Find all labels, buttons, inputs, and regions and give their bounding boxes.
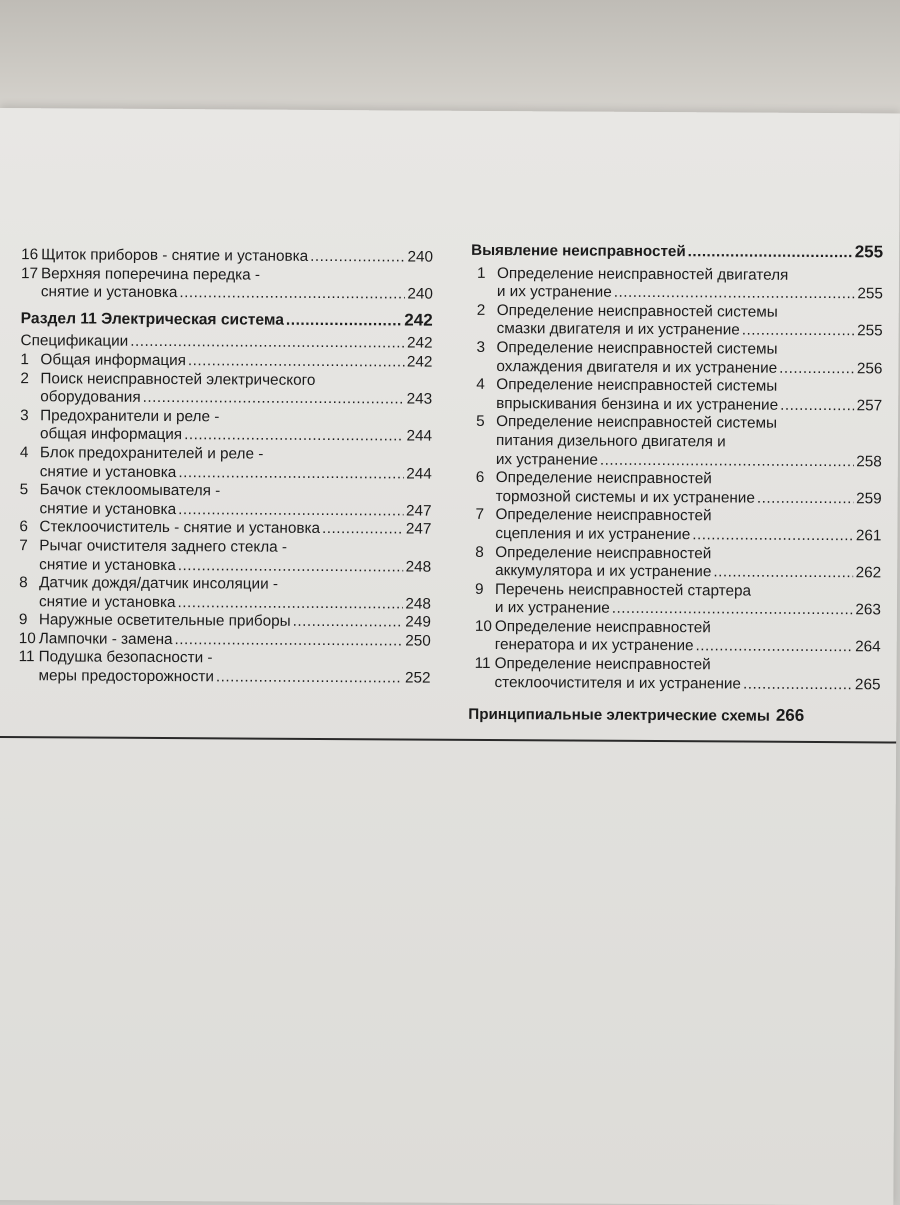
- toc-entry-page: 240: [407, 285, 433, 303]
- toc-entry-page: 252: [404, 669, 431, 687]
- toc-entry-continuation: [471, 320, 883, 341]
- section-heading: [471, 241, 883, 263]
- toc-entry-page: 263: [855, 601, 882, 619]
- leader-dots: [742, 322, 855, 341]
- toc-entry-text: общая информация: [39, 425, 183, 444]
- leader-dots: [286, 312, 403, 331]
- toc-entry-number: 11: [474, 654, 491, 673]
- section-page: 242: [404, 310, 433, 330]
- toc-entry-continuation: [21, 283, 433, 304]
- toc-entry-page: 244: [406, 427, 433, 445]
- toc-entry-continuation: [470, 395, 882, 416]
- toc-entry-number: 11: [18, 648, 35, 666]
- toc-entry-page: 258: [856, 452, 882, 470]
- toc-entry-page: 262: [855, 564, 882, 582]
- toc-entry-number: 2: [476, 301, 486, 319]
- toc-section-items: [468, 264, 883, 694]
- toc-entry: [469, 543, 881, 564]
- toc-entry: [20, 407, 432, 428]
- toc-entry-text: Определение неисправностей системы: [496, 413, 778, 433]
- toc-entry-spec: [21, 333, 433, 354]
- toc-entry-number: 9: [475, 580, 484, 598]
- toc-entry: [21, 265, 433, 286]
- leader-dots: [692, 526, 854, 546]
- toc-entry-text: и их устранение: [496, 283, 612, 301]
- toc-entry-page: 249: [405, 613, 431, 631]
- toc-entry: [470, 413, 882, 434]
- toc-entry-text: Подушка безопасности -: [38, 648, 213, 667]
- toc-entry-text: снятие и установка: [38, 592, 176, 611]
- toc-entry-text: сцепления и их устранение: [495, 524, 691, 544]
- leader-dots: [600, 451, 855, 471]
- toc-entry: [20, 351, 432, 372]
- toc-entry-continuation: [20, 388, 432, 409]
- toc-entry-number: 16: [21, 246, 39, 264]
- leader-dots: [175, 631, 404, 651]
- toc-entry-page: 248: [405, 595, 432, 613]
- toc-entry-text: Общая информация: [40, 351, 187, 370]
- toc-entry-page: 247: [405, 520, 432, 538]
- toc-entry: [21, 246, 433, 267]
- toc-entry-text: Рычаг очистителя заднего стекла -: [39, 537, 288, 556]
- toc-entry-number: 8: [475, 543, 484, 561]
- toc-entry-text: Определение неисправностей: [495, 506, 712, 525]
- toc-entry-text: Определение неисправностей системы: [496, 376, 778, 395]
- toc-entry-continuation: [18, 667, 430, 688]
- toc-entry-text: Определение неисправностей: [495, 543, 712, 562]
- leader-dots: [216, 668, 403, 688]
- leader-dots: [713, 563, 853, 582]
- toc-entry-page: 255: [857, 322, 883, 340]
- toc-entry-text: Поиск неисправностей электрического: [40, 369, 316, 389]
- section-page: 255: [854, 242, 884, 262]
- toc-entry-text: Лампочки - замена: [38, 630, 173, 648]
- toc-entry-continuation: [468, 674, 880, 695]
- section-title: Выявление неисправностей: [471, 241, 686, 261]
- toc-entry-number: 8: [19, 574, 28, 592]
- toc-entry-number: 10: [474, 617, 492, 635]
- toc-entry: [19, 611, 431, 632]
- leader-dots: [780, 397, 855, 416]
- toc-entry-number: 4: [19, 444, 29, 462]
- toc-entry-number: 1: [476, 264, 486, 282]
- leader-dots: [743, 675, 853, 694]
- toc-entry-page: 264: [855, 638, 881, 656]
- toc-entry-continuation: [470, 432, 882, 453]
- toc-entry-text: Определение неисправностей системы: [496, 339, 778, 358]
- book-page: [0, 108, 900, 1205]
- toc-entry-number: 10: [18, 629, 36, 648]
- toc-entry-number: 2: [20, 369, 29, 387]
- toc-entry-continuation: [469, 636, 881, 657]
- toc-entry-text: и их устранение: [494, 599, 610, 618]
- leader-dots: [293, 613, 404, 632]
- toc-entry-text: Предохранители и реле -: [40, 407, 220, 426]
- toc-entry-text: аккумулятора и их устранение: [495, 562, 712, 581]
- toc-entry-continuation: [469, 562, 881, 583]
- toc-entry-continuation: [471, 283, 883, 304]
- leader-dots: [178, 557, 404, 577]
- toc-entry-text: Спецификации: [20, 332, 129, 351]
- toc-entry-number: 3: [476, 338, 486, 356]
- toc-entry-text: тормозной системы и их устранение: [495, 487, 755, 507]
- toc-entry-page: 261: [855, 527, 882, 545]
- toc-entry-text: Определение неисправностей: [494, 617, 711, 637]
- toc-entry: [19, 574, 431, 595]
- toc-entry-text: Определение неисправностей: [495, 469, 712, 488]
- background-surface: [0, 0, 900, 115]
- section-title: Раздел 11 Электрическая система: [20, 309, 284, 329]
- toc-entry: [20, 444, 432, 465]
- toc-section-items: [18, 351, 432, 688]
- toc-right-column: [468, 241, 883, 727]
- leader-dots: [188, 352, 405, 372]
- toc-entry-number: 4: [476, 376, 485, 394]
- toc-entry-text: Датчик дождя/датчик инсоляции -: [39, 574, 279, 593]
- leader-dots: [696, 638, 854, 658]
- final-page: 266: [775, 706, 805, 726]
- toc-entry-text: смазки двигателя и их устранение: [496, 320, 740, 339]
- toc-entry-page: 259: [856, 489, 882, 508]
- toc-entry: [469, 581, 881, 602]
- toc-entry-number: 17: [20, 264, 39, 282]
- leader-dots: [130, 333, 405, 353]
- toc-entry: [471, 264, 883, 285]
- leader-dots: [143, 389, 405, 409]
- section-heading: [21, 309, 433, 331]
- toc-entry-continuation: [20, 425, 432, 446]
- toc-entry-page: 242: [406, 353, 433, 371]
- toc-entry-text: Определение неисправностей системы: [496, 301, 778, 321]
- toc-entry-page: 250: [405, 632, 431, 650]
- toc-entry-text: Щиток приборов - снятие и установка: [41, 246, 309, 265]
- toc-entry-text: Стеклоочиститель - снятие и установка: [39, 518, 321, 538]
- toc-entry-text: снятие и установка: [40, 283, 178, 302]
- toc-continued-items: [21, 246, 433, 304]
- toc-entry-continuation: [20, 463, 432, 484]
- leader-dots: [178, 594, 404, 614]
- toc-entry-page: 242: [406, 334, 433, 353]
- toc-entry-continuation: [19, 556, 431, 577]
- leader-dots: [178, 501, 404, 521]
- toc-entry-continuation: [19, 593, 431, 614]
- toc-entry-text: охлаждения двигателя и их устранение: [496, 357, 778, 377]
- toc-entry-continuation: [469, 599, 881, 620]
- leader-dots: [779, 359, 855, 378]
- toc-entry-page: 255: [857, 285, 883, 303]
- leader-dots: [757, 489, 854, 508]
- toc-left-column: [18, 246, 433, 688]
- toc-entry-text: Блок предохранителей и реле -: [39, 444, 264, 463]
- toc-entry-text: меры предосторожности: [38, 667, 214, 686]
- toc-entry: [470, 469, 882, 490]
- leader-dots: [322, 520, 404, 539]
- toc-entry-text: впрыскивания бензина и их устранение: [496, 394, 779, 414]
- toc-entry: [19, 518, 431, 539]
- toc-entry-text: их устранение: [495, 450, 598, 469]
- toc-entry-text: Верхняя поперечина передка -: [40, 264, 261, 284]
- toc-entry-page: 257: [856, 396, 883, 415]
- toc-entry: [471, 302, 883, 323]
- toc-entry-page: 244: [406, 465, 432, 483]
- toc-entry-page: 247: [405, 502, 432, 520]
- toc-entry: [469, 655, 881, 676]
- toc-entry: [470, 376, 882, 397]
- toc-entry: [20, 370, 432, 391]
- toc-entry-number: 6: [19, 518, 29, 536]
- toc-entry: [19, 537, 431, 558]
- final-heading: [468, 705, 880, 727]
- toc-entry-text: Наружные осветительные приборы: [38, 611, 291, 631]
- toc-entry-number: 3: [20, 406, 29, 424]
- toc-entry-text: оборудования: [40, 388, 141, 407]
- toc-entry-number: 6: [475, 469, 485, 487]
- toc-entry-text: снятие и установка: [39, 555, 176, 574]
- toc-entry-page: 240: [407, 248, 434, 266]
- toc-entry-text: стеклоочистителя и их устранение: [494, 673, 742, 693]
- toc-entry-text: генератора и их устранение: [494, 636, 694, 655]
- toc-entry-number: 5: [19, 481, 29, 499]
- toc-entry-continuation: [469, 525, 881, 546]
- leader-dots: [614, 284, 856, 304]
- toc-entry-page: 256: [856, 359, 883, 377]
- toc-entry: [19, 649, 431, 670]
- toc-entry-text: Определение неисправностей двигателя: [496, 264, 789, 284]
- toc-entry: [20, 481, 432, 502]
- toc-entry-text: снятие и установка: [39, 462, 177, 481]
- toc-entry-number: 1: [20, 351, 30, 369]
- toc-entry-continuation: [470, 357, 882, 378]
- toc-entry-page: 265: [854, 675, 881, 694]
- final-title: Принципиальные электрические схемы: [468, 706, 770, 725]
- horizontal-rule: [0, 736, 896, 743]
- leader-dots: [310, 248, 406, 267]
- toc-entry-page: 243: [406, 390, 433, 408]
- toc-entry-text: Бачок стеклоомывателя -: [39, 481, 221, 500]
- toc-entry-number: 7: [475, 506, 485, 524]
- leader-dots: [688, 243, 853, 263]
- toc-entry-text: питания дизельного двигателя и: [495, 431, 726, 451]
- toc-entry-page: 248: [405, 557, 432, 576]
- toc-entry-number: 7: [19, 537, 28, 555]
- toc-entry-continuation: [19, 500, 431, 521]
- toc-entry-continuation: [470, 450, 882, 471]
- toc-entry-number: 5: [476, 413, 485, 431]
- toc-entry-text: Определение неисправностей: [494, 655, 711, 674]
- toc-entry-number: 9: [18, 611, 28, 629]
- toc-entry: [470, 339, 882, 360]
- toc-entry: [19, 630, 431, 651]
- toc-entry-text: снятие и установка: [39, 499, 177, 518]
- toc-entry: [469, 506, 881, 527]
- toc-entry-continuation: [470, 488, 882, 509]
- leader-dots: [179, 284, 405, 304]
- toc-entry: [469, 618, 881, 639]
- toc-entry-text: Перечень неисправностей стартера: [495, 580, 752, 600]
- leader-dots: [184, 426, 404, 446]
- leader-dots: [178, 464, 404, 484]
- leader-dots: [612, 600, 854, 620]
